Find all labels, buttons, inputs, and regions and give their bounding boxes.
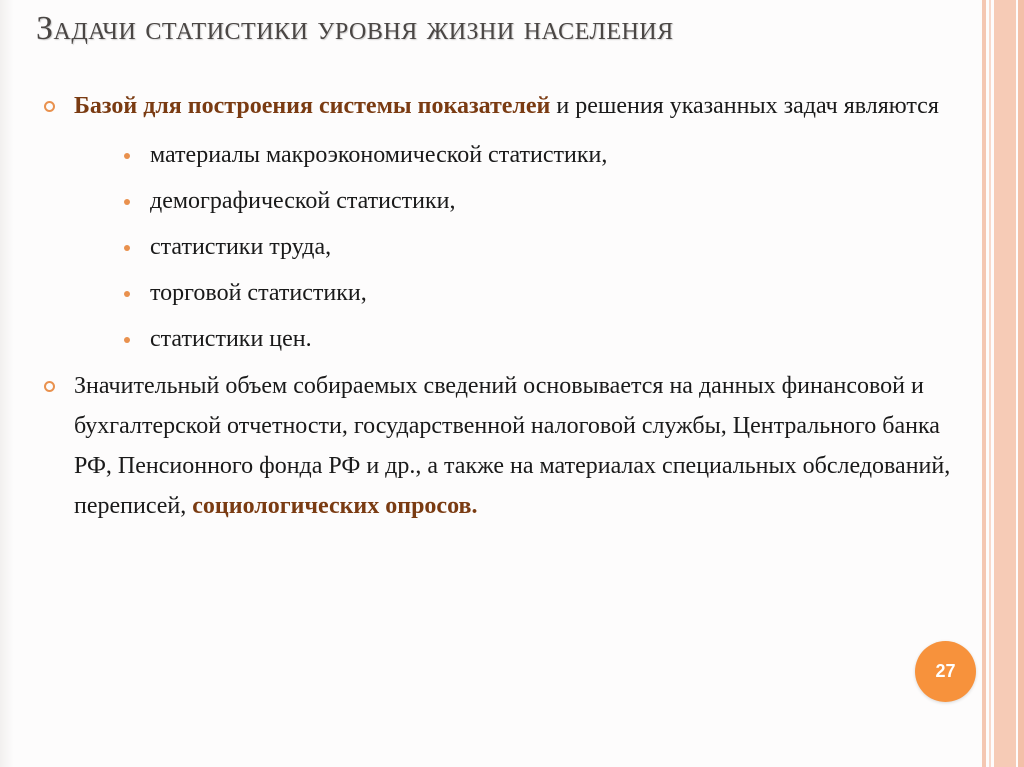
ring-bullet-icon [44,381,55,392]
highlight-text: Базой для построения системы показателей [74,93,551,119]
bullet-item-sources [40,366,960,526]
decor-stripe [994,0,1016,767]
list-item [74,316,960,362]
dot-bullet-icon [124,337,130,343]
list-item-text: торговой статистики, [150,280,367,306]
decor-stripe [989,0,991,767]
slide-content [40,86,960,526]
dot-bullet-icon [124,291,130,297]
decor-stripe [1018,0,1024,767]
list-item [74,132,960,178]
list-item [74,224,960,270]
dot-bullet-icon [124,245,130,251]
list-item-text: статистики цен. [150,326,312,352]
bullet-text: Значительный объем собираемых сведений основывается на данных финансовой и бухгалтерской отчетности, государственной налоговой службы, Центрального банка РФ, Пенсионного фонда РФ и др., а также на материалах специальных обследований, переписей, [74,373,951,519]
list-item [74,178,960,224]
ring-bullet-icon [44,101,55,112]
sub-list [74,132,960,362]
left-edge-shade [0,0,14,767]
bullet-text: и решения указанных задач являются [550,93,939,119]
highlight-text: социологических опросов. [192,493,478,519]
list-item-text: статистики труда, [150,234,332,260]
slide-title: Задачи статистики уровня жизни населения [36,10,674,47]
bullet-item-base [40,86,960,362]
page-number-badge: 27 [915,641,976,702]
dot-bullet-icon [124,199,130,205]
list-item-text: материалы макроэкономической статистики, [150,142,608,168]
list-item [74,270,960,316]
dot-bullet-icon [124,153,130,159]
decor-stripe [982,0,986,767]
list-item-text: демографической статистики, [150,188,456,214]
